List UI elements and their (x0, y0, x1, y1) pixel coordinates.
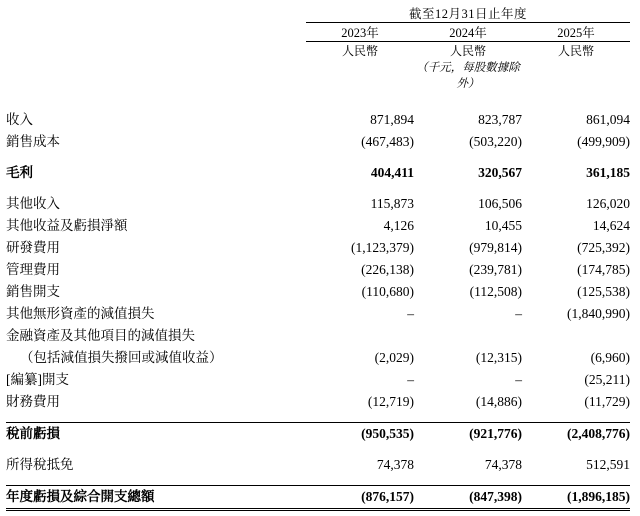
row-label-text: 研發費用 (6, 240, 60, 255)
row-label (6, 237, 306, 259)
row-value: (12,719) (306, 391, 414, 413)
row-label-text: 其他無形資產的減值損失 (6, 306, 155, 321)
row-label (6, 109, 306, 131)
row-value: 361,185 (522, 162, 630, 184)
row-value: (847,398) (414, 486, 522, 510)
row-value: (503,220) (414, 131, 522, 153)
row-value: (14,886) (414, 391, 522, 413)
row-spacer (6, 445, 630, 454)
row-spacer (6, 510, 630, 516)
spacer-cell (306, 510, 414, 516)
row-spacer (6, 413, 630, 423)
spacer-cell (522, 91, 630, 109)
row-value: – (306, 369, 414, 391)
table-header (6, 4, 630, 109)
table-row (6, 303, 630, 325)
table-row (6, 347, 630, 369)
row-label-text: 毛利 (6, 165, 33, 180)
spacer-cell (306, 413, 414, 423)
spacer-cell (414, 184, 522, 193)
row-value: 512,591 (522, 454, 630, 476)
spacer-cell (6, 445, 306, 454)
row-value: (499,909) (522, 131, 630, 153)
row-value: (725,392) (522, 237, 630, 259)
table-row (6, 369, 630, 391)
spacer-cell (6, 510, 306, 516)
row-value: (110,680) (306, 281, 414, 303)
row-label-text: 銷售成本 (6, 134, 60, 149)
row-value: (876,157) (306, 486, 414, 510)
table-row (6, 215, 630, 237)
row-value: 10,455 (414, 215, 522, 237)
table-row (6, 325, 630, 347)
row-value: (1,840,990) (522, 303, 630, 325)
period-title: 截至12月31日止年度 (306, 4, 630, 23)
row-value: (125,538) (522, 281, 630, 303)
row-label (6, 259, 306, 281)
row-value: (6,960) (522, 347, 630, 369)
row-value: (1,896,185) (522, 486, 630, 510)
column-header-year-2023: 2023年 (306, 23, 414, 42)
row-value: – (414, 303, 522, 325)
row-value: (950,535) (306, 423, 414, 446)
row-label (6, 325, 306, 347)
row-label (6, 131, 306, 153)
row-value (522, 325, 630, 347)
row-label (6, 423, 306, 446)
currency-label-2024: 人民幣 (414, 42, 522, 60)
row-value: 74,378 (414, 454, 522, 476)
spacer-cell (306, 184, 414, 193)
table-body (6, 109, 630, 516)
row-label (6, 369, 306, 391)
spacer-cell (522, 413, 630, 423)
spacer-cell (6, 91, 306, 109)
row-value: – (414, 369, 522, 391)
row-label-text: （包括減值損失撥回或減值收益） (20, 350, 223, 365)
header-blank-cell (6, 4, 306, 23)
row-value: (467,483) (306, 131, 414, 153)
column-header-year-2024: 2024年 (414, 23, 522, 42)
spacer-cell (414, 510, 522, 516)
row-value: 823,787 (414, 109, 522, 131)
table-row (6, 162, 630, 184)
spacer-cell (522, 184, 630, 193)
table-row (6, 391, 630, 413)
table-row (6, 131, 630, 153)
row-label-text: 其他收入 (6, 196, 60, 211)
row-value: (226,138) (306, 259, 414, 281)
header-spacer-row (6, 91, 630, 109)
row-value: (25,211) (522, 369, 630, 391)
spacer-cell (414, 91, 522, 109)
spacer-cell (414, 476, 522, 486)
row-label-text: 財務費用 (6, 394, 60, 409)
row-spacer (6, 476, 630, 486)
table-row (6, 423, 630, 446)
row-label-text: 年度虧損及綜合開支總額 (6, 489, 155, 504)
spacer-cell (306, 91, 414, 109)
spacer-cell (6, 413, 306, 423)
table-row (6, 109, 630, 131)
unit-note: （千元，每股數據除外） (414, 59, 522, 91)
row-label (6, 347, 306, 369)
row-value: 4,126 (306, 215, 414, 237)
row-label-text: 管理費用 (6, 262, 60, 277)
row-label-text: 金融資產及其他項目的減值損失 (6, 328, 195, 343)
row-value: (112,508) (414, 281, 522, 303)
row-value: 74,378 (306, 454, 414, 476)
row-value: (174,785) (522, 259, 630, 281)
row-value: 871,894 (306, 109, 414, 131)
table-row (6, 237, 630, 259)
spacer-cell (522, 476, 630, 486)
header-blank-cell-2 (6, 23, 306, 42)
row-label (6, 162, 306, 184)
row-label (6, 486, 306, 510)
spacer-cell (6, 153, 306, 162)
row-label (6, 454, 306, 476)
row-label (6, 193, 306, 215)
spacer-cell (6, 476, 306, 486)
spacer-cell (306, 445, 414, 454)
spacer-cell (306, 476, 414, 486)
row-label-text: 所得稅抵免 (6, 457, 74, 472)
spacer-cell (6, 184, 306, 193)
row-label-text: 其他收益及虧損淨額 (6, 218, 128, 233)
row-label (6, 281, 306, 303)
unit-note-blank (306, 59, 414, 91)
header-unit-note-row (6, 59, 630, 91)
row-label (6, 391, 306, 413)
row-value: (11,729) (522, 391, 630, 413)
row-value: (239,781) (414, 259, 522, 281)
row-label (6, 303, 306, 325)
table-row (6, 486, 630, 510)
row-value: – (306, 303, 414, 325)
row-spacer (6, 153, 630, 162)
row-value: (1,123,379) (306, 237, 414, 259)
row-spacer (6, 184, 630, 193)
table-row (6, 193, 630, 215)
row-value: (12,315) (414, 347, 522, 369)
unit-note-blank-2 (522, 59, 630, 91)
row-value: 320,567 (414, 162, 522, 184)
spacer-cell (414, 413, 522, 423)
row-value: (979,814) (414, 237, 522, 259)
row-label (6, 215, 306, 237)
row-value (414, 325, 522, 347)
row-value: (921,776) (414, 423, 522, 446)
table-row (6, 281, 630, 303)
column-header-year-2025: 2025年 (522, 23, 630, 42)
row-value: 14,624 (522, 215, 630, 237)
spacer-cell (414, 445, 522, 454)
row-value: (2,408,776) (522, 423, 630, 446)
row-label-text: 銷售開支 (6, 284, 60, 299)
row-value: 404,411 (306, 162, 414, 184)
header-year-row (6, 23, 630, 42)
row-value: 126,020 (522, 193, 630, 215)
table-row (6, 454, 630, 476)
header-blank-cell-3 (6, 42, 306, 60)
row-label-text: 稅前虧損 (6, 426, 60, 441)
currency-label-2025: 人民幣 (522, 42, 630, 60)
row-label-text: 收入 (6, 112, 33, 127)
spacer-cell (522, 445, 630, 454)
currency-label-2023: 人民幣 (306, 42, 414, 60)
row-value (306, 325, 414, 347)
spacer-cell (522, 153, 630, 162)
row-label-text: [編纂]開支 (6, 372, 69, 387)
header-blank-cell-4 (6, 59, 306, 91)
header-currency-row (6, 42, 630, 60)
row-value: 106,506 (414, 193, 522, 215)
row-value: (2,029) (306, 347, 414, 369)
spacer-cell (306, 153, 414, 162)
row-value: 861,094 (522, 109, 630, 131)
spacer-cell (414, 153, 522, 162)
table-row (6, 259, 630, 281)
header-period-row (6, 4, 630, 23)
row-value: 115,873 (306, 193, 414, 215)
income-statement-table (6, 4, 630, 516)
spacer-cell (522, 510, 630, 516)
